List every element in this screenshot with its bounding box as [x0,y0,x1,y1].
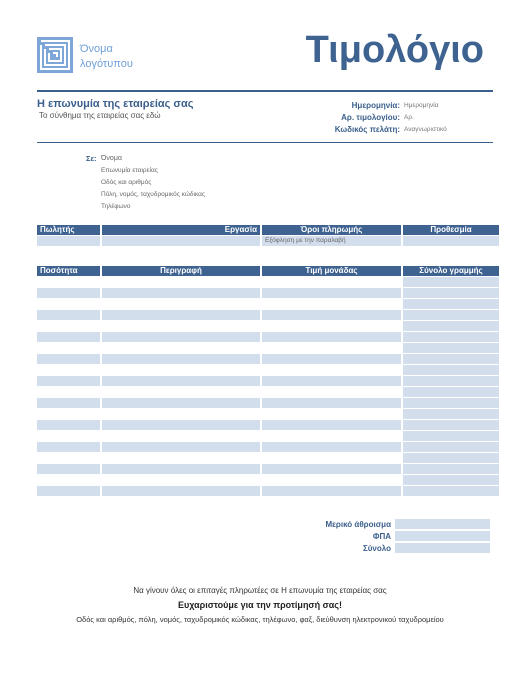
table-row [37,398,499,408]
table-cell [102,354,260,364]
table-cell [403,442,499,452]
logo-line-2: λογότυπου [80,58,133,70]
table-cell [102,277,260,287]
table-row [37,442,499,452]
table-row [37,321,499,331]
table-cell [37,321,100,331]
table-cell [262,376,401,386]
table-row [37,343,499,353]
table-cell [262,277,401,287]
table-cell [403,365,499,375]
tax-label: ΦΠΑ [372,531,391,541]
subtotal-value [395,519,490,529]
table-cell [262,420,401,430]
table-cell [262,486,401,496]
table-row [37,277,499,287]
table-cell [37,442,100,452]
table-cell [262,464,401,474]
table-cell [102,332,260,342]
meta-row-date [291,99,491,111]
table-cell [262,310,401,320]
line-items-table [35,265,501,497]
column-header-unit-price: Τιμή μονάδας [262,266,401,276]
table-cell [37,236,100,246]
table-cell [37,398,100,408]
table-cell [403,475,499,485]
table-cell [403,310,499,320]
table-cell [102,299,260,309]
table-cell [403,332,499,342]
table-row [37,332,499,342]
table-cell [37,464,100,474]
table-cell [262,398,401,408]
table-cell [102,453,260,463]
tax-value [395,531,490,541]
table-cell [262,299,401,309]
column-header-payment-terms: Όροι πληρωμής [262,225,401,235]
table-cell [102,310,260,320]
meta-row-customer-id [291,123,491,135]
table-cell [102,420,260,430]
table-cell [102,442,260,452]
invoice-meta [291,99,491,135]
table-cell [37,310,100,320]
table-cell [37,343,100,353]
table-cell [262,442,401,452]
table-row [37,376,499,386]
meta-value: Ημερομηνία [404,101,439,109]
table-cell [102,236,260,246]
table-row [37,236,499,246]
table-cell [403,409,499,419]
total-row [37,542,493,554]
meta-label: Ημερομηνία: [351,100,400,110]
table-row [37,387,499,397]
table-cell [403,453,499,463]
table-cell [102,486,260,496]
table-cell [262,409,401,419]
table-cell [102,365,260,375]
meta-value: Αρ. [404,113,414,121]
table-cell [262,475,401,485]
table-cell [102,475,260,485]
table-cell [37,409,100,419]
terms-table [35,224,501,247]
table-cell [102,387,260,397]
tax-row [37,530,493,542]
table-row [37,453,499,463]
table-cell [37,387,100,397]
table-cell [403,398,499,408]
table-cell [403,420,499,430]
table-cell [262,387,401,397]
invoice-title: Τιμολόγιο [305,29,484,71]
table-row [37,431,499,441]
total-value [395,543,490,553]
table-cell [102,398,260,408]
table-cell [262,321,401,331]
subtotal-label: Μερικό άθροισμα [325,519,391,529]
table-cell [403,343,499,353]
subtotal-row [37,518,493,530]
table-cell [37,431,100,441]
table-cell [262,343,401,353]
table-cell [403,387,499,397]
maze-logo-icon [37,37,73,73]
thank-you-note: Ευχαριστούμε για την προτίμησή σας! [178,600,342,610]
table-row [37,288,499,298]
company-name: Η επωνυμία της εταιρείας σας [37,98,194,110]
column-header-quantity: Ποσότητα [37,266,100,276]
table-cell [37,453,100,463]
table-cell [403,464,499,474]
meta-label: Κωδικός πελάτη: [334,124,400,134]
table-cell [262,288,401,298]
table-cell [403,277,499,287]
table-cell [102,343,260,353]
table-cell [403,299,499,309]
bill-to-address [101,154,205,214]
logo-line-1: Όνομα [80,43,113,55]
table-cell [102,321,260,331]
table-cell [102,409,260,419]
meta-value: Αναγνωριστικό [404,125,447,133]
table-cell [102,376,260,386]
table-row [37,475,499,485]
table-row [37,420,499,430]
table-cell [262,453,401,463]
table-cell: Εξόφληση με την παραλαβή [262,236,401,246]
table-row [37,354,499,364]
bill-to-line: Όνομα [101,155,122,162]
table-row [37,310,499,320]
table-row [37,299,499,309]
table-cell [102,464,260,474]
table-row [37,365,499,375]
table-cell [262,365,401,375]
table-row [37,486,499,496]
table-cell [403,236,499,246]
table-cell [37,365,100,375]
table-cell [37,376,100,386]
table-cell [262,431,401,441]
column-header-line-total: Σύνολο γραμμής [403,266,499,276]
table-cell [403,431,499,441]
meta-divider [37,142,493,143]
table-cell [403,486,499,496]
table-cell [262,332,401,342]
table-cell [37,332,100,342]
table-cell [37,420,100,430]
table-cell [37,354,100,364]
bill-to-line: Πόλη, νομός, ταχυδρομικός κώδικας [101,191,206,198]
bill-to-line: Οδός και αριθμός [101,179,152,186]
table-cell [403,376,499,386]
footer-address: Οδός και αριθμός, πόλη, νομός, ταχυδρομικός κώδικας, τηλέφωνο, φαξ, διεύθυνση ηλεκτρονικού ταχυδρομείου [76,615,444,624]
column-header-job: Εργασία [102,225,260,235]
column-header-salesperson: Πωλητής [37,225,100,235]
header-divider [37,90,493,92]
table-cell [37,288,100,298]
table-cell [403,354,499,364]
table-cell [37,299,100,309]
table-cell [262,354,401,364]
bill-to-line: Τηλέφωνο [101,203,131,210]
totals-block [37,518,493,554]
total-label: Σύνολο [362,543,391,553]
table-row [37,409,499,419]
payable-to-note: Να γίνουν όλες οι επιταγές πληρωτέες σε Η επωνυμία της εταιρείας σας [133,586,387,595]
table-row [37,464,499,474]
table-cell [37,277,100,287]
meta-row-invoice-number [291,111,491,123]
column-header-description: Περιγραφή [102,266,260,276]
column-header-due-date: Προθεσμία [403,225,499,235]
meta-label: Αρ. τιμολογίου: [341,112,400,122]
table-cell [102,431,260,441]
table-cell [403,288,499,298]
table-cell [403,321,499,331]
table-cell [102,288,260,298]
logo-name [80,42,133,72]
table-cell [37,475,100,485]
bill-to-line: Επωνυμία εταιρείας [101,167,158,174]
table-cell [37,486,100,496]
company-slogan: Το σύνθημα της εταιρείας σας εδώ [39,111,161,120]
bill-to-label: Σε: [86,154,97,163]
